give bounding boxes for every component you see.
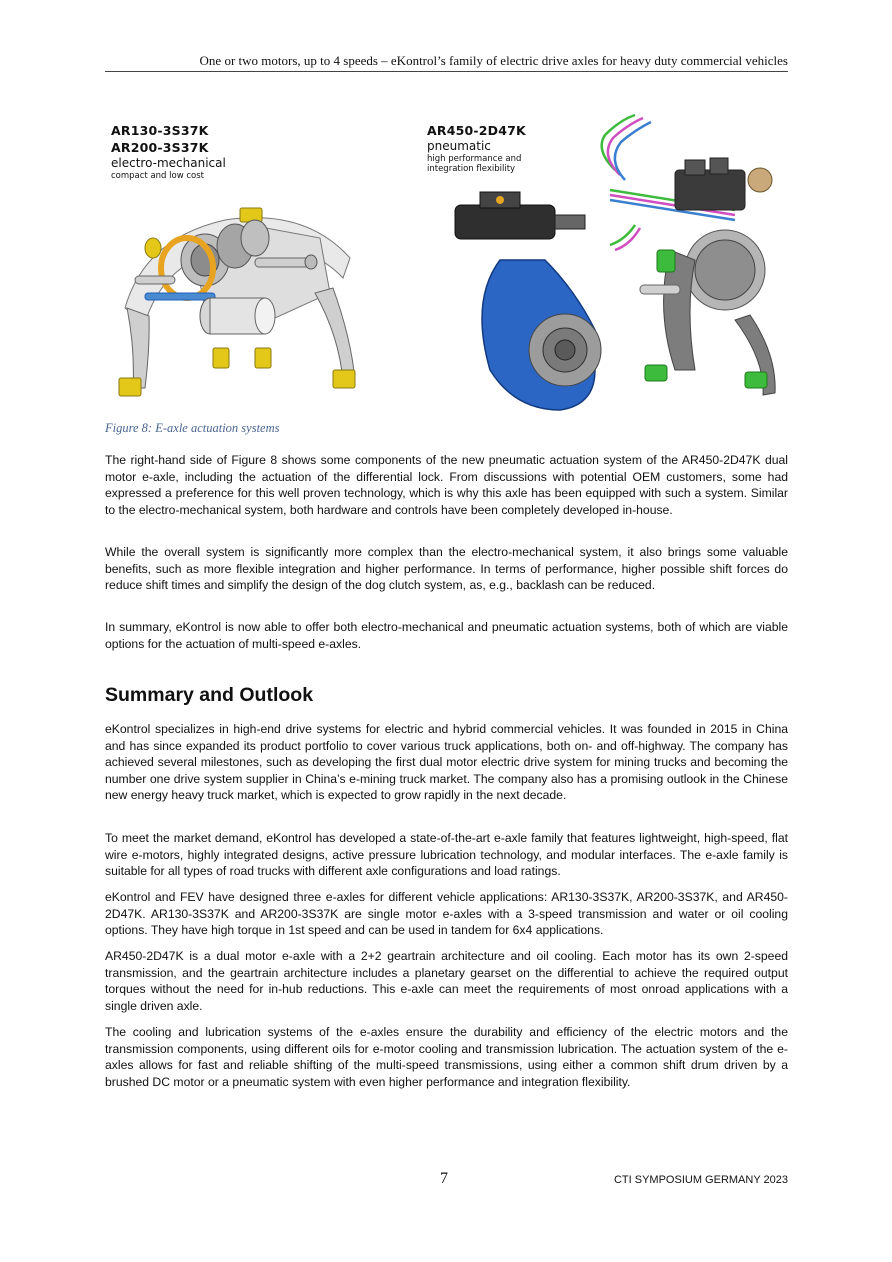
left-label-line3: electro-mechanical [111,156,226,170]
right-label-line3: high performance and [427,154,522,164]
left-label-line2: AR200-3S37K [111,140,209,155]
paragraph-5: To meet the market demand, eKontrol has developed a state-of-the-art e-axle family that features lightweight, high-speed, flat wire e-motors, highly integrated designs, active pressure lubrication technology, and modular interfaces. The e-axle family is suitable for all types of road trucks with different axle configurations and load ratings. [105,831,788,879]
page-number: 7 [440,1170,448,1187]
pneumatic-actuator-illustration [445,110,788,415]
paragraph-7: AR450-2D47K is a dual motor e-axle with a 2+2 geartrain architecture and oil cooling. Each motor has its own 2-speed transmission, and the geartrain architecture includes a planetary gearset on the differential to achieve the required output torques without the need for in-hub reductions. This e-axle can meet the requirements of most onroad applications with a single driven axle. [105,949,788,1013]
paragraph-8: The cooling and lubrication systems of the e-axles ensure the durability and efficiency of the electric motors and the transmission components, using different oils for e-motor cooling and transmission lubrication. The actuation system of the e-axles allows for fast and reliable shifting of the multi-speed transmissions, using either a common shift drum driven by a brushed DC motor or a pneumatic system with even higher performance and integration flexibility. [105,1025,788,1089]
footer-conference: CTI SYMPOSIUM GERMANY 2023 [613,1174,788,1186]
header-rule [105,71,788,72]
figure-8 [105,110,788,415]
left-product-label [111,122,226,181]
right-label-line2: pneumatic [427,139,491,153]
paragraph-4: eKontrol specializes in high-end drive systems for electric and hybrid commercial vehicles. It was founded in 2015 in China and has since expanded its product portfolio to cover various truck applications, both on- and off-highway. The company has achieved several milestones, such as developing the first dual motor electric drive system for mining trucks and becoming the number one drive system supplier in China’s e-mining truck market. The company also has a promising outlook in the Chinese new energy heavy truck market, which is expected to grow rapidly in the next decade. [105,722,788,803]
section-heading: Summary and Outlook [105,684,314,706]
right-label-line4: integration flexibility [427,164,516,174]
left-label-line1: AR130-3S37K [111,123,209,138]
electro-mechanical-actuator-illustration [105,198,365,410]
paragraph-6: eKontrol and FEV have designed three e-axles for different vehicle applications: AR130-3S37K, AR200-3S37K, and AR450-2D47K. AR130-3S37K and AR200-3S37K are single motor e-axles with a 3-speed transmission and water or oil cooling options. They have high torque in 1st speed and can be used in tandem for 6x4 applications. [105,890,788,938]
left-label-line4: compact and low cost [111,171,205,181]
paragraph-1: The right-hand side of Figure 8 shows some components of the new pneumatic actuation system of the AR450-2D47K dual motor e-axle, including the actuation of the differential lock. From discussions with potential OEM customers, some had expressed a preference for this well proven technology, which is why this axle has been equipped with such a system. Similar to the electro-mechanical system, both hardware and controls have been completely developed in-house. [105,453,788,517]
figure-caption: Figure 8: E-axle actuation systems [105,421,280,435]
running-header: One or two motors, up to 4 speeds – eKontrol’s family of electric drive axles for heavy duty commercial vehicles [199,53,788,68]
paragraph-2: While the overall system is significantly more complex than the electro-mechanical system, it also brings some valuable benefits, such as more flexible integration and higher performance. In terms of performance, higher possible shift forces do reduce shift times and simplify the design of the dog clutch system, as, e.g., backlash can be reduced. [105,545,788,593]
paragraph-3: In summary, eKontrol is now able to offer both electro-mechanical and pneumatic actuation systems, both of which are viable options for the actuation of multi-speed e-axles. [105,620,788,651]
right-label-line1: AR450-2D47K [427,123,526,138]
